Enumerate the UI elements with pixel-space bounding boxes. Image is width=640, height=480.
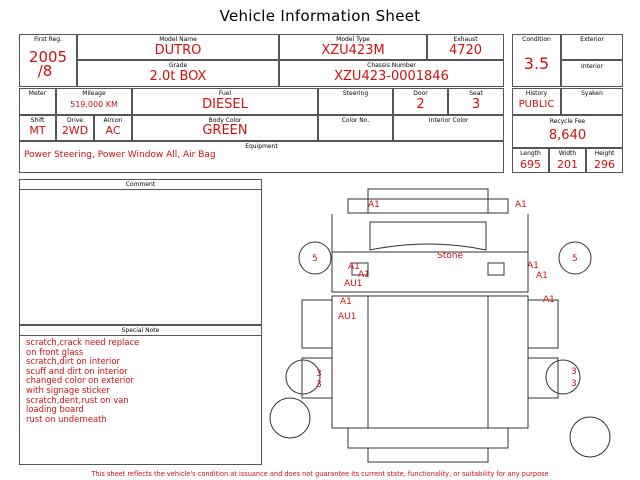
height-value: 296 <box>594 158 615 171</box>
model-type-value: XZU423M <box>321 43 385 58</box>
door-value: 2 <box>416 97 425 112</box>
special-note-line: scuff and dirt on interior <box>26 365 128 376</box>
roof-top-outline <box>368 189 488 213</box>
shift-value: MT <box>29 124 46 137</box>
special-note-line: changed color on exterior <box>26 375 134 386</box>
equipment-label: Equipment <box>245 143 278 150</box>
mileage-value: 519,000 KM <box>70 100 118 109</box>
exhaust-label: Exhaust <box>453 36 478 43</box>
mark-a1-side-right: A1 <box>543 295 555 305</box>
wheel-box-front-right <box>528 300 558 348</box>
mark-five-right: 5 <box>572 254 578 264</box>
first-reg-label: First Reg. <box>34 36 62 43</box>
drive-label: Drive <box>67 117 83 124</box>
fuel-value: DIESEL <box>202 97 248 112</box>
comment-label: Comment <box>125 181 156 188</box>
door-label: Door <box>413 90 428 97</box>
mark-five-left: 5 <box>312 254 318 264</box>
steering-label: Steering <box>342 90 369 97</box>
condition-label: Condition <box>522 36 551 43</box>
model-name-label: Model Name <box>159 36 197 43</box>
color-no-label: Color No. <box>341 117 370 124</box>
special-note-line: on front glass <box>26 346 84 357</box>
tire-circle-mid-left <box>286 360 320 394</box>
special-note-line: loading board <box>26 404 84 415</box>
interior-color-label: Interior Color <box>428 117 469 124</box>
first-reg-year: 2005 <box>28 48 68 66</box>
mileage-label: Mileage <box>82 90 106 97</box>
mark-au1-side-left: AU1 <box>338 312 357 322</box>
first-reg-month: /8 <box>37 62 53 80</box>
mark-a1-fender-right: A1 <box>536 271 548 281</box>
mark-a1-side-left: A1 <box>340 297 352 307</box>
mark-three-left-2: 3 <box>316 380 322 390</box>
height-label: Height <box>594 150 615 157</box>
exhaust-value: 4720 <box>448 43 483 58</box>
recycle-fee-value: 8,640 <box>548 128 587 143</box>
special-note-line: with signage sticker <box>26 384 110 395</box>
width-value: 201 <box>557 158 578 171</box>
wheel-box-rear-right <box>528 358 558 398</box>
mark-a1-top-left: A1 <box>368 200 380 210</box>
mark-a1-cab-left-2: A1 <box>358 270 370 280</box>
wheel-box-front-left <box>302 300 332 348</box>
drive-value: 2WD <box>61 124 89 137</box>
condition-value: 3.5 <box>523 54 550 73</box>
disclaimer-footer: This sheet reflects the vehicle's condition at issuance and does not guarantee its current state, functionality, or suitability for any purpose <box>91 470 549 478</box>
chassis-number-label: Chassis Number <box>367 62 416 69</box>
width-label: Width <box>558 150 577 157</box>
recycle-fee-label: Recycle Fee <box>549 118 586 125</box>
mark-a1-cab-left-1: A1 <box>348 262 360 272</box>
rear-lower-outline <box>368 448 488 462</box>
mark-a1-top-right: A1 <box>515 200 527 210</box>
aircon-value: AC <box>105 124 121 137</box>
body-side-outline <box>332 296 528 428</box>
length-value: 695 <box>520 158 541 171</box>
model-name-value: DUTRO <box>154 43 202 58</box>
mark-three-right-2: 3 <box>571 379 577 389</box>
mark-stone: Stone <box>437 251 463 261</box>
length-label: Length <box>520 150 541 157</box>
rear-bumper-outline <box>348 428 508 448</box>
special-note-line: scratch,dent,rust on van <box>26 394 129 405</box>
aircon-label: Aircon <box>103 117 123 124</box>
tire-circle-rear-right <box>570 417 610 457</box>
mark-au1-cab-left: AU1 <box>344 279 363 289</box>
model-type-label: Model Type <box>336 36 370 43</box>
history-label: History <box>525 90 548 97</box>
mark-three-right-1: 3 <box>571 367 577 377</box>
special-note-line: rust on underneath <box>26 413 107 424</box>
special-note-line: scratch,crack need replace <box>26 337 140 347</box>
headlight-right-outline <box>488 263 504 275</box>
mark-a1-hood-right: A1 <box>527 261 539 271</box>
shift-label: Shift <box>30 117 45 124</box>
chassis-number-value: XZU423-0001846 <box>334 69 449 84</box>
special-note-label: Special Note <box>121 327 160 334</box>
body-color-value: GREEN <box>202 123 248 138</box>
history-value: PUBLIC <box>518 99 555 110</box>
mark-three-left-1: 3 <box>316 369 322 379</box>
exterior-label: Exterior <box>580 36 604 43</box>
syaken-label: Syaken <box>581 90 603 97</box>
special-note-line: scratch,dirt on interior <box>26 356 120 367</box>
grade-value: 2.0t BOX <box>149 69 207 84</box>
tire-circle-rear-left <box>270 398 310 438</box>
windshield-outline <box>370 222 486 250</box>
grade-label: Grade <box>168 62 188 69</box>
interior-label: Interior <box>581 63 603 70</box>
meter-label: Meter <box>28 90 47 97</box>
sheet-title: Vehicle Information Sheet <box>219 7 421 25</box>
body-color-label: Body Color <box>208 117 242 124</box>
seat-label: Seat <box>469 90 483 97</box>
fuel-label: Fuel <box>218 90 232 97</box>
seat-value: 3 <box>471 97 481 112</box>
equipment-value: Power Steering, Power Window All, Air Bag <box>24 150 216 160</box>
